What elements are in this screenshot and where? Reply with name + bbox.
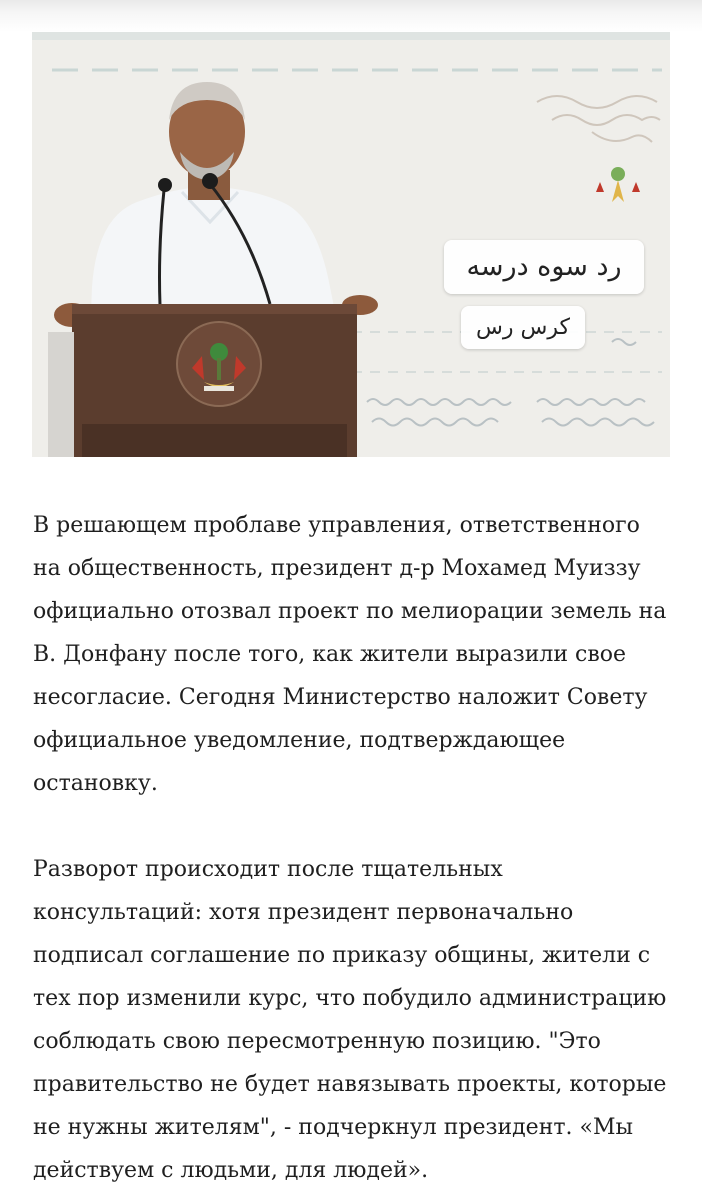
article-paragraph: Разворот происходит после тщательных консультаций: хотя президент первоначально подписал соглашение по приказу общины, жители с тех пор изменили курс, что побудило администрацию соблюдать свою пересмотренную позицию. "Это правительство не будет навязывать проекты, которые не нужны жителям", - подчеркнул президент. «Мы действуем с людьми, для людей». — [33, 857, 667, 1183]
article-body — [33, 504, 673, 1192]
photo-caption-main: رد سوه درسه — [444, 240, 644, 294]
article-photo — [32, 32, 670, 457]
photo-caption-sub: کرس رس — [461, 306, 585, 349]
top-bar-shadow — [0, 0, 702, 32]
podium-emblem-icon — [177, 322, 261, 406]
article-paragraph: В решающем проблаве управления, ответственного на общественность, президент д-р Мохамед Муиззу официально отозвал проект по мелиорации земель на В. Донфану после того, как жители выразили свое несогласие. Сегодня Министерство наложит Совету официальное уведомление, подтверждающее остановку. — [33, 513, 667, 796]
